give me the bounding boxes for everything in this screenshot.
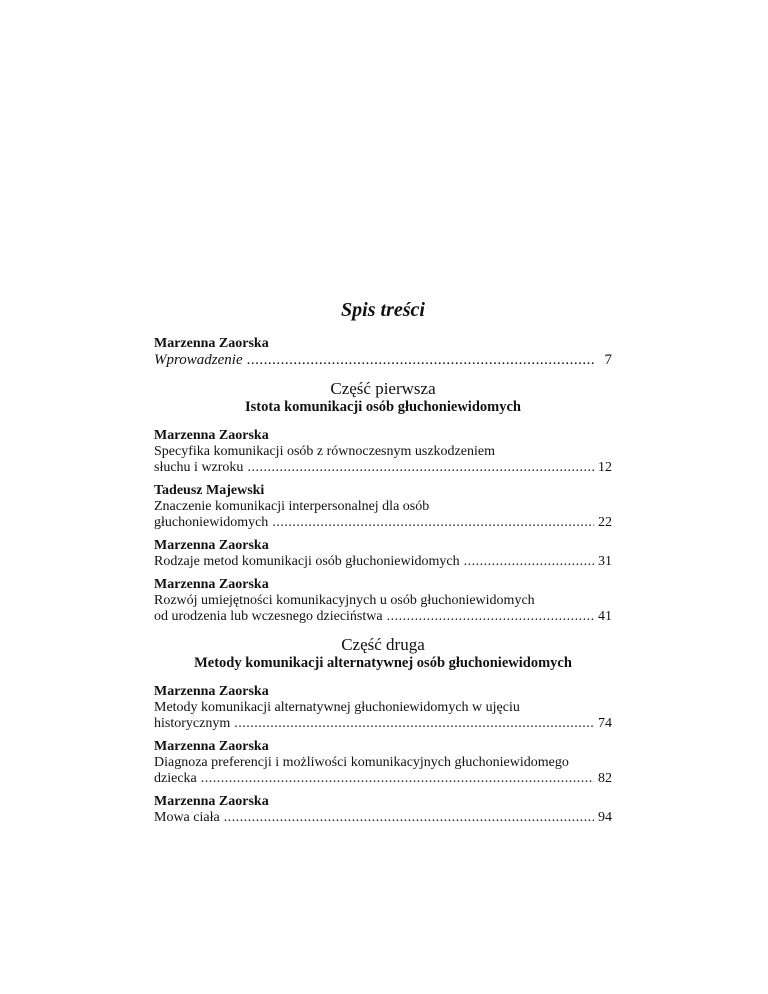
entry-title-line: Metody komunikacji alternatywnej głuchoniewidomych w ujęciu: [154, 700, 520, 715]
entry-title-line-last: [154, 771, 612, 787]
toc-entry: [154, 684, 612, 732]
entry-title: głuchoniewidomych: [154, 515, 269, 530]
part-heading-2: [154, 635, 612, 672]
entry-title-line-last: [154, 609, 612, 625]
dot-leader: [247, 352, 596, 369]
part-title: Część pierwsza: [330, 379, 436, 398]
entry-title-line-last: [154, 515, 612, 531]
entry-page-number: 74: [598, 716, 612, 731]
entry-title-line: Znaczenie komunikacji interpersonalnej dla osób: [154, 499, 430, 514]
entry-author: Marzenna Zaorska: [154, 538, 269, 553]
toc-entry: [154, 577, 612, 625]
dot-leader: [387, 609, 594, 625]
page-title: Spis treści: [341, 299, 425, 321]
dot-leader: [464, 554, 594, 570]
entry-author: Marzenna Zaorska: [154, 428, 269, 443]
entry-title: słuchu i wzroku: [154, 460, 244, 475]
toc-entry: [154, 483, 612, 531]
entry-title-line-last: [154, 716, 612, 732]
entry-author: Marzenna Zaorska: [154, 794, 269, 809]
entry-title: od urodzenia lub wczesnego dzieciństwa: [154, 609, 383, 624]
part-title: Część druga: [341, 635, 425, 654]
entry-author: Marzenna Zaorska: [154, 336, 269, 351]
entry-page-number: 7: [604, 352, 612, 368]
entry-page-number: 12: [598, 460, 612, 475]
entry-page-number: 31: [598, 554, 612, 569]
dot-leader: [247, 460, 594, 476]
entry-title-line-last: [154, 460, 612, 476]
toc-entry: [154, 538, 612, 570]
entry-title-line-last: [154, 810, 612, 826]
part-heading-1: [154, 379, 612, 416]
entry-page-number: 94: [598, 810, 612, 825]
entry-page-number: 82: [598, 771, 612, 786]
entry-title-line: Diagnoza preferencji i możliwości komunikacyjnych głuchoniewidomego: [154, 755, 569, 770]
entry-title-line: Rozwój umiejętności komunikacyjnych u osób głuchoniewidomych: [154, 593, 535, 608]
toc-entry: [154, 794, 612, 826]
entry-author: Tadeusz Majewski: [154, 483, 265, 498]
part-subtitle: Metody komunikacji alternatywnej osób głuchoniewidomych: [194, 655, 572, 671]
dot-leader: [201, 771, 594, 787]
entry-title-line-last: [154, 554, 612, 570]
entry-title: Wprowadzenie: [154, 352, 243, 368]
entry-author: Marzenna Zaorska: [154, 739, 269, 754]
entry-title-line: Specyfika komunikacji osób z równoczesnym uszkodzeniem: [154, 444, 495, 459]
toc-entry-introduction: [154, 336, 612, 369]
part-subtitle: Istota komunikacji osób głuchoniewidomych: [245, 399, 521, 415]
toc-entry: [154, 428, 612, 476]
entry-page-number: 41: [598, 609, 612, 624]
table-of-contents: [154, 298, 612, 833]
entry-title: dziecka: [154, 771, 197, 786]
entry-title: historycznym: [154, 716, 231, 731]
dot-leader: [272, 515, 594, 531]
dot-leader: [224, 810, 594, 826]
dot-leader: [234, 716, 594, 732]
toc-entry: [154, 739, 612, 787]
entry-author: Marzenna Zaorska: [154, 577, 269, 592]
entry-title: Mowa ciała: [154, 810, 220, 825]
entry-title: Rodzaje metod komunikacji osób głuchoniewidomych: [154, 554, 460, 569]
entry-author: Marzenna Zaorska: [154, 684, 269, 699]
entry-page-number: 22: [598, 515, 612, 530]
entry-title-line: [154, 352, 612, 369]
